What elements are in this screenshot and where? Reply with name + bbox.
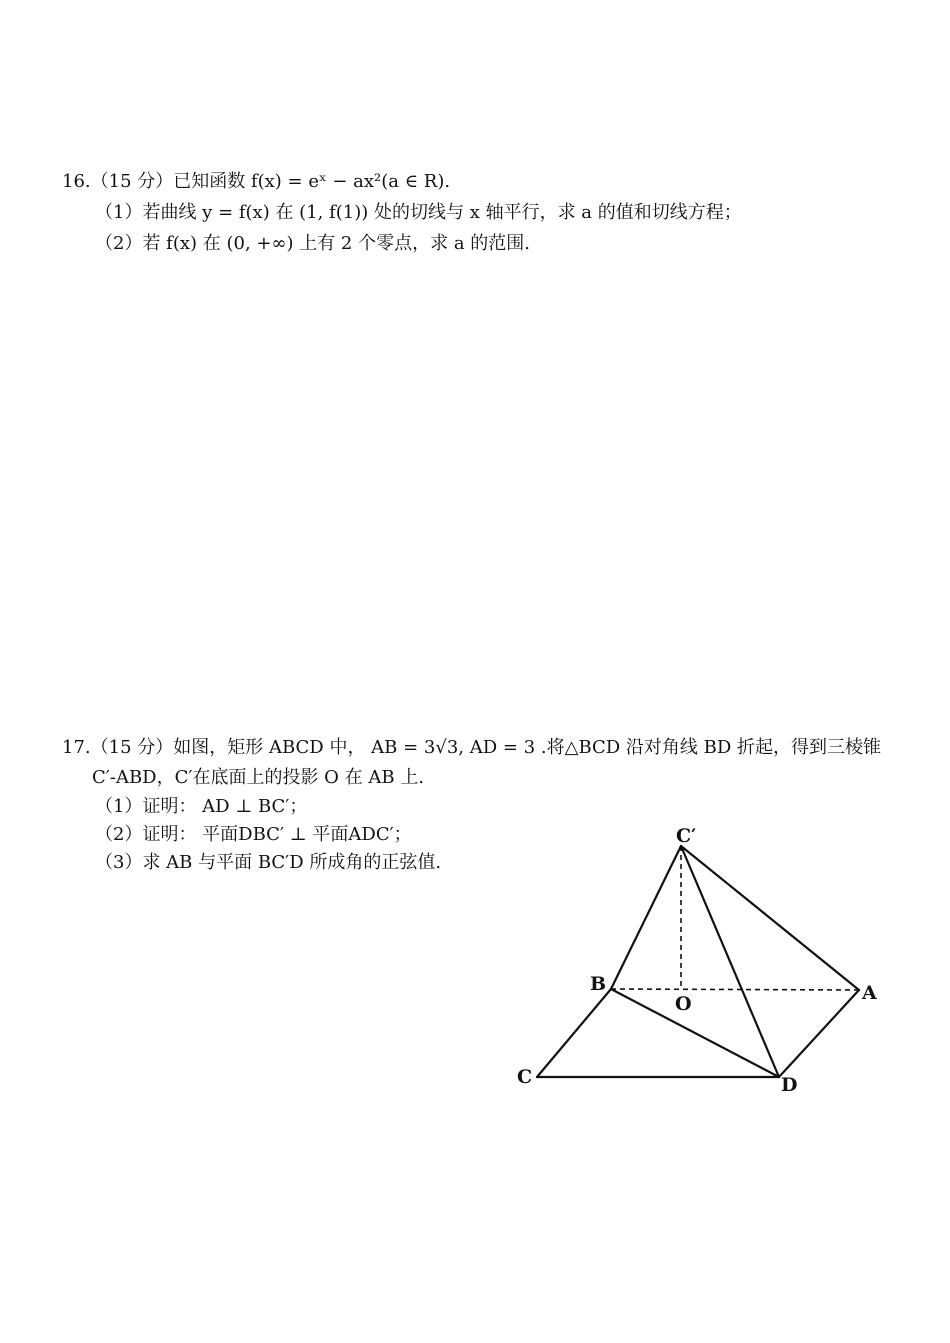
label-a: A [862, 982, 877, 1004]
question-17-header-continued: C′-ABD，C′在底面上的投影 O 在 AB 上. [92, 767, 425, 788]
label-c: C [517, 1066, 533, 1088]
label-d: D [781, 1074, 798, 1096]
pyramid-figure [500, 815, 900, 1105]
question-16-part-2: （2）若 f(x) 在 (0, +∞) 上有 2 个零点，求 a 的范围. [95, 233, 531, 254]
question-16-part-1: （1）若曲线 y = f(x) 在 (1, f(1)) 处的切线与 x 轴平行，求 a 的值和切线方程； [95, 202, 742, 223]
question-17-header: 17.（15 分）如图，矩形 ABCD 中， AB = 3√3, AD = 3 .将△BCD 沿对角线 BD 折起，得到三棱锥 [62, 737, 882, 758]
edge-cprime-d [681, 846, 779, 1077]
edge-cprime-b [611, 846, 681, 989]
label-b: B [590, 973, 607, 995]
label-o: O [675, 993, 692, 1015]
label-c-prime: C′ [676, 825, 697, 847]
edge-b-d [611, 989, 779, 1077]
question-17-part-2: （2）证明： 平面DBC′ ⊥ 平面ADC′； [95, 824, 412, 845]
question-16-header: 16.（15 分）已知函数 f(x) = eˣ − ax²(a ∈ R). [62, 171, 451, 192]
question-17-part-3: （3）求 AB 与平面 BC′D 所成角的正弦值. [95, 852, 442, 873]
edge-b-a-dashed [611, 989, 859, 990]
question-17-part-1: （1）证明： AD ⊥ BC′； [95, 796, 308, 817]
edge-a-d [779, 990, 859, 1077]
edge-cprime-a [681, 846, 859, 990]
edge-b-c [537, 989, 611, 1077]
